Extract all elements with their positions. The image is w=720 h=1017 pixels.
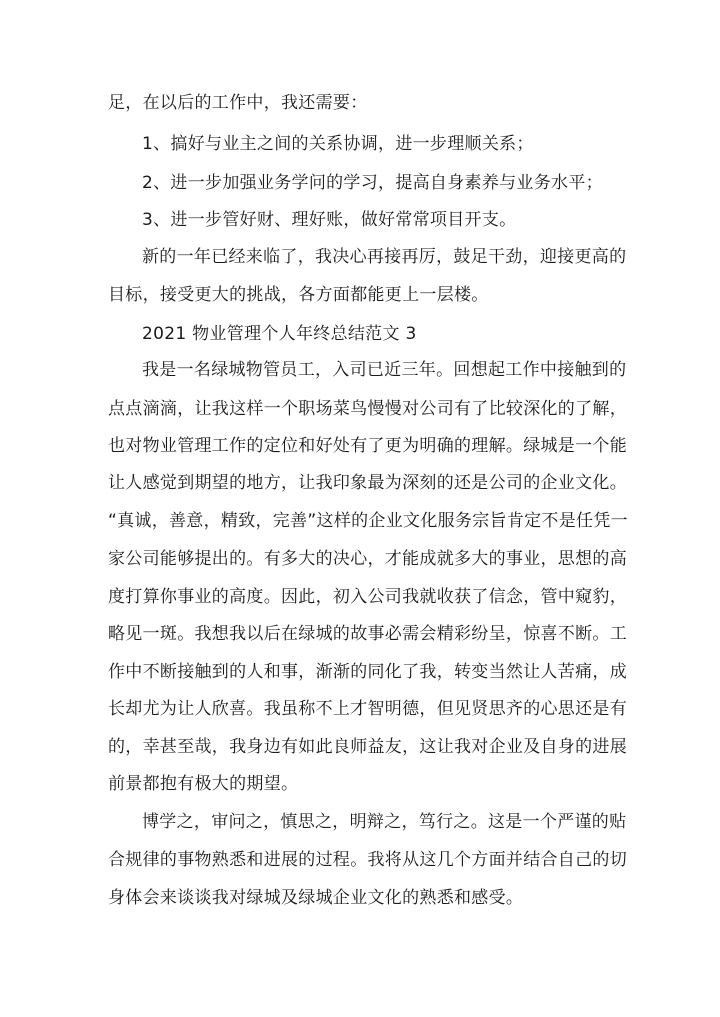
list-item: 3、进一步管好财、理好账，做好常常项目开支。 (142, 210, 517, 230)
text-line: 目标，接受更大的挑战，各方面都能更上一层楼。 (108, 285, 489, 305)
text-line: 也对物业管理工作的定位和好处有了更为明确的理解。绿城是一个能 (108, 436, 627, 456)
text-line: 点点滴滴，让我这样一个职场菜鸟慢慢对公司有了比较深化的了解， (108, 399, 627, 419)
text-line: 度打算你事业的高度。因此，初入公司我就收获了信念，管中窥豹， (108, 587, 627, 607)
text-line: 家公司能够提出的。有多大的决心，才能成就多大的事业，思想的高 (108, 549, 627, 569)
text-line: 合规律的事物熟悉和进展的过程。我将从这几个方面并结合自己的切 (108, 850, 627, 870)
text-line: 身体会来谈谈我对绿城及绿城企业文化的熟悉和感受。 (108, 888, 524, 908)
text-line: 长却尤为让人欣喜。我虽称不上才智明德，但见贤思齐的心思还是有 (108, 699, 627, 719)
text-line: 略见一斑。我想我以后在绿城的故事必需会精彩纷呈，惊喜不断。工 (108, 624, 627, 644)
text-line: 的，幸甚至哉，我身边有如此良师益友，这让我对企业及自身的进展 (108, 737, 627, 757)
text-line: 新的一年已经来临了，我决心再接再厉，鼓足干劲，迎接更高的 (142, 247, 627, 267)
text-line: 足，在以后的工作中，我还需要： (108, 93, 368, 113)
list-item: 1、搞好与业主之间的关系协调，进一步理顺关系； (142, 134, 534, 154)
text-line: 让人感觉到期望的地方，让我印象最为深刻的还是公司的企业文化。 (108, 473, 627, 493)
text-line: 作中不断接触到的人和事，渐渐的同化了我，转变当然让人苦痛，成 (108, 662, 627, 682)
list-item: 2、进一步加强业务学问的学习，提高自身素养与业务水平； (142, 173, 603, 193)
text-line: “真诚，善意，精致，完善”这样的企业文化服务宗旨肯定不是任凭一 (108, 511, 628, 531)
text-line: 前景都抱有极大的期望。 (108, 774, 299, 794)
section-heading: 2021 物业管理个人年终总结范文 3 (142, 324, 417, 344)
text-line: 博学之，审问之，慎思之，明辩之，笃行之。这是一个严谨的贴 (142, 812, 627, 832)
text-line: 我是一名绿城物管员工，入司已近三年。回想起工作中接触到的 (142, 360, 627, 380)
